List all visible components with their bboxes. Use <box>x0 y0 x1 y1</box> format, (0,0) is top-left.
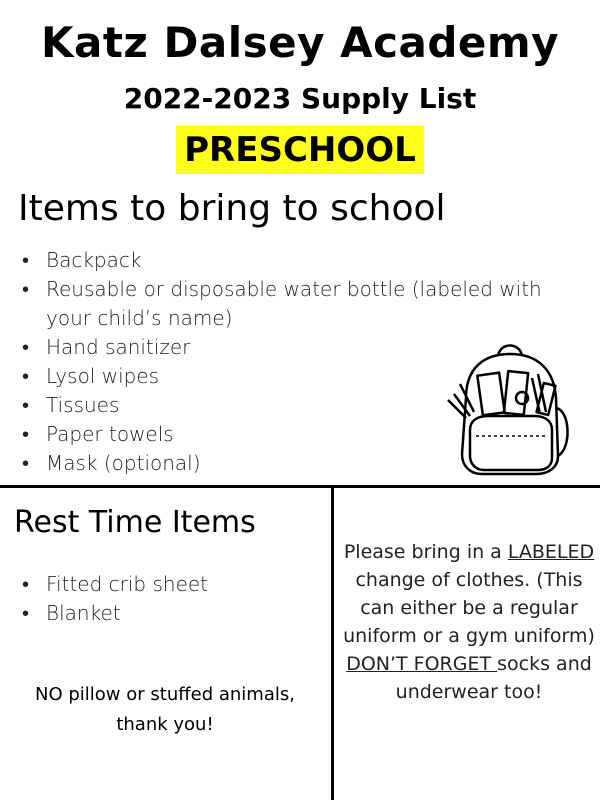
grade-label: PRESCHOOL <box>176 126 424 174</box>
page-title: Katz Dalsey Academy <box>40 18 560 67</box>
list-item: • Fitted crib sheet <box>22 572 209 596</box>
horizontal-divider <box>0 485 600 488</box>
list-item: • Blanket <box>22 601 121 625</box>
list-item: • Lysol wipes <box>22 364 160 388</box>
backpack-illustration <box>436 338 576 480</box>
list-item: • Tissues <box>22 393 120 417</box>
list-item: • Mask (optional) <box>22 451 201 475</box>
labeled-emphasis: LABELED <box>507 541 595 563</box>
vertical-divider <box>331 486 334 800</box>
items-heading: Items to bring to school <box>18 188 446 229</box>
no-pillow-note: NO pillow or stuffed animals, thank you! <box>35 684 295 735</box>
list-item: • Backpack <box>22 248 142 272</box>
grade-banner <box>0 126 600 174</box>
dont-forget-emphasis: DON’T FORGET <box>346 653 498 675</box>
rest-items-list <box>18 570 318 628</box>
list-item: • Hand sanitizer <box>22 335 191 359</box>
rest-time-heading: Rest Time Items <box>14 505 256 540</box>
list-item: • Paper towels <box>22 422 174 446</box>
page-subtitle: 2022-2023 Supply List <box>123 82 477 115</box>
list-item: • Reusable or disposable water bottle (labeled with your child’s name) <box>22 277 542 330</box>
clothes-note: Please bring in a LABELED change of clothes. (This can either be a regular uniform or a gym uniform) DON’T FORGET socks and underwear too! <box>343 541 595 703</box>
